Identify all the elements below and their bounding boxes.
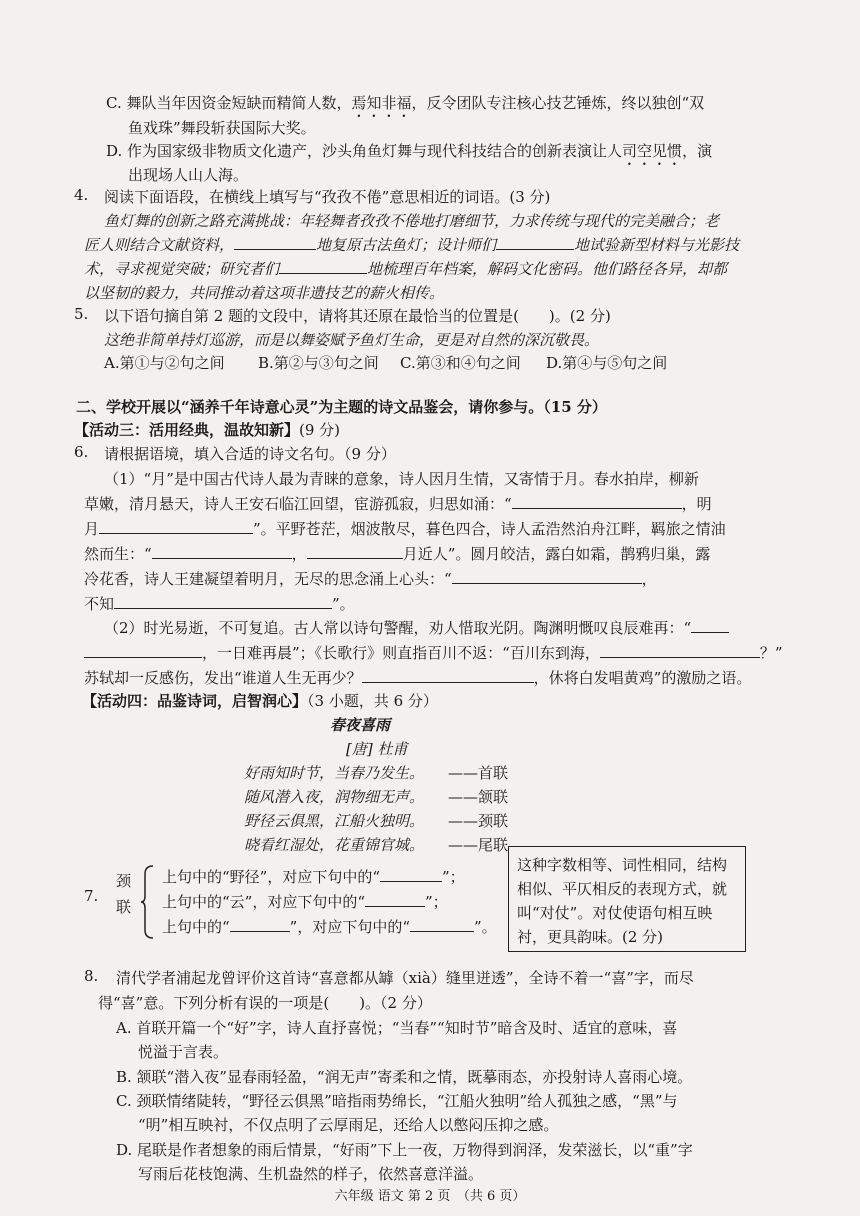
q7-side-label-1: 颈 bbox=[116, 872, 132, 890]
q6-text: 冷花香，诗人王建凝望着明月，无尽的思念涌上心头：“ bbox=[84, 570, 452, 588]
q5-sentence: 这绝非简单持灯巡游，而是以舞姿赋予鱼灯生命，更是对自然的深沉敬畏。 bbox=[104, 331, 600, 349]
q3-c-dotted: 焉知非福 bbox=[351, 94, 412, 112]
q7-explanation-text: 这种字数相等、词性相同，结构相似、平仄相反的表现方式，就叫“对仗”。对仗使语句相互映衬，更具韵味。(2 分) bbox=[517, 856, 728, 946]
poem-line-4: 晓看红湿处，花重锦官城。 bbox=[244, 836, 425, 854]
q6-blank-5[interactable] bbox=[452, 569, 642, 584]
poem-title: 春夜喜雨 bbox=[330, 716, 391, 734]
q6-text: 草嫩，清月悬天，诗人王安石临江回望，宦游孤寂，归思如涌：“ bbox=[84, 495, 512, 513]
q6-blank-3[interactable] bbox=[152, 544, 292, 559]
q8-option-d-line2: 写雨后花枝饱满、生机盎然的样子，依然喜意洋溢。 bbox=[138, 1165, 484, 1183]
q6-blank-7a[interactable] bbox=[691, 618, 729, 633]
q6-text: ？” bbox=[759, 644, 783, 662]
poem-line-3: 野径云俱黑，江船火独明。 bbox=[244, 812, 425, 830]
activity3-heading bbox=[74, 419, 340, 440]
poem-line-2: 随风潜入夜，润物细无声。 bbox=[244, 788, 425, 806]
q8-option-c-line1[interactable]: C. 颈联情绪陡转，“野径云俱黑”暗指雨势绵长，“江船火独明”给人孤独之感，“黑”与 bbox=[116, 1092, 678, 1110]
q6-text: 不知 bbox=[84, 595, 115, 613]
q4-text: 地复原古法鱼灯；设计师们 bbox=[316, 236, 497, 254]
q6-stem: 请根据语境，填入合适的诗文名句。（9 分） bbox=[104, 445, 396, 463]
poem-label-3: ——颈联 bbox=[448, 812, 509, 830]
poem-line-1: 好雨知时节，当春乃发生。 bbox=[244, 764, 425, 782]
q3-c-text-rest: ，反令团队专注核心技艺锤炼，终以独创“双 bbox=[411, 94, 705, 112]
q6-blank-2[interactable] bbox=[99, 519, 253, 534]
q7-text: 上句中的“云”，对应下句中的“ bbox=[162, 893, 366, 911]
q5-option-d[interactable]: D.第④与⑤句之间 bbox=[546, 354, 668, 372]
q7-text: ”，对应下句中的“ bbox=[289, 918, 411, 936]
q8-stem-line2: 得“喜”意。下列分析有误的一项是( )。（2 分） bbox=[98, 994, 432, 1012]
activity4-title: 【活动四：品鉴诗词，启智润心】 bbox=[82, 692, 308, 710]
page-footer: 六年级 语文 第 2 页 （共 6 页） bbox=[334, 1189, 526, 1204]
q6-p2-line1 bbox=[104, 617, 729, 638]
q7-blank-2[interactable] bbox=[365, 892, 425, 907]
q4-text: 地梳理百年档案，解码文化密码。他们路径各异，却都 bbox=[367, 260, 728, 278]
q6-text: ，明 bbox=[681, 495, 712, 513]
activity4-heading bbox=[82, 690, 438, 711]
q8-option-d-line1[interactable]: D. 尾联是作者想象的雨后情景，“好雨”下上一夜，万物得到润泽，发荣滋长，以“重”字 bbox=[116, 1141, 693, 1159]
q4-blank-2[interactable] bbox=[496, 235, 574, 250]
q8-number: 8. bbox=[84, 967, 99, 985]
section2-title: 二、学校开展以“涵养千年诗意心灵”为主题的诗文品鉴会，请你参与。（15 分） bbox=[76, 398, 607, 416]
q7-side-label-2: 联 bbox=[116, 898, 132, 916]
q4-para-line1: 鱼灯舞的创新之路充满挑战：年轻舞者孜孜不倦地打磨细节，力求传统与现代的完美融合；老 bbox=[104, 212, 720, 230]
q4-para-line2 bbox=[84, 234, 739, 255]
q6-text: 月 bbox=[84, 520, 100, 538]
q3-d-text: D. 作为国家级非物质文化遗产，沙头角鱼灯舞与现代科技结合的创新表演让人 bbox=[106, 142, 623, 160]
q3-d-text-rest: ，演 bbox=[682, 142, 713, 160]
q6-text: ，休将白发唱黄鸡”的激励之语。 bbox=[533, 669, 752, 687]
curly-brace-icon bbox=[141, 864, 155, 940]
q7-text: ”； bbox=[425, 893, 448, 911]
q6-p1-line1: （1）“月”是中国古代诗人最为青睐的意象，诗人因月生情，又寄情于月。春水拍岸，柳新 bbox=[104, 470, 699, 488]
q4-number: 4. bbox=[74, 186, 89, 204]
q6-p1-line5 bbox=[84, 568, 657, 589]
q7-row-3 bbox=[162, 916, 497, 937]
q6-p1-line4 bbox=[84, 543, 710, 564]
q7-blank-4[interactable] bbox=[410, 917, 474, 932]
q6-blank-8[interactable] bbox=[600, 643, 760, 658]
q3-option-d-line2: 出现场人山人海。 bbox=[128, 166, 249, 184]
q6-p1-line3 bbox=[84, 518, 726, 539]
q4-text: 地试验新型材料与光影技 bbox=[574, 236, 740, 254]
q8-option-a-line1[interactable]: A. 首联开篇一个“好”字，诗人直抒喜悦；“当春”“知时节”暗含及时、适宜的意味，喜 bbox=[116, 1019, 678, 1037]
q5-option-b[interactable]: B.第②与③句之间 bbox=[258, 354, 379, 372]
q7-text: ”。 bbox=[474, 918, 497, 936]
q6-blank-9[interactable] bbox=[362, 668, 534, 683]
q6-blank-6[interactable] bbox=[114, 594, 332, 609]
q7-text: ”； bbox=[442, 868, 465, 886]
q6-blank-1[interactable] bbox=[512, 494, 682, 509]
q5-stem: 以下语句摘自第 2 题的文段中，请将其还原在最恰当的位置是( )。(2 分) bbox=[104, 307, 611, 325]
q6-text: ， bbox=[641, 570, 657, 588]
q7-explanation-box bbox=[508, 846, 746, 952]
q4-blank-3[interactable] bbox=[279, 259, 367, 274]
q6-text: ，一日难再晨”；《长歌行》则直指百川不返：“百川东到海， bbox=[202, 644, 600, 662]
q7-text: 上句中的“野径”，对应下句中的“ bbox=[162, 868, 381, 886]
q6-text: 苏轼却一反感伤，发出“谁道人生无再少？ bbox=[84, 669, 362, 687]
q4-para-line3 bbox=[84, 258, 727, 279]
q6-number: 6. bbox=[74, 443, 89, 461]
q8-option-a-line2: 悦溢于言表。 bbox=[138, 1043, 229, 1061]
poem-label-2: ——颔联 bbox=[448, 788, 509, 806]
q6-p2-line3 bbox=[84, 667, 751, 688]
q4-text: 匠人则结合文献资料， bbox=[84, 236, 235, 254]
q5-number: 5. bbox=[74, 305, 89, 323]
q6-text: ”。平野苍茫，烟波散尽，暮色四合，诗人孟浩然泊舟江畔，羁旅之情油 bbox=[253, 520, 726, 538]
q8-option-b[interactable]: B. 颔联“潜入夜”显春雨轻盈，“润无声”寄柔和之情，既摹雨态，亦投射诗人喜雨心境。 bbox=[116, 1068, 693, 1086]
q8-stem-line1: 清代学者浦起龙曾评价这首诗“喜意都从罅（xià）缝里迸透”，全诗不着一“喜”字，而尽 bbox=[116, 969, 694, 987]
activity4-score: （3 小题，共 6 分） bbox=[307, 692, 438, 710]
q6-text: （2）时光易逝，不可复追。古人常以诗句警醒，劝人惜取光阴。陶渊明慨叹良辰难再：“ bbox=[104, 619, 692, 637]
q4-para-line4: 以坚韧的毅力，共同推动着这项非遗技艺的薪火相传。 bbox=[84, 284, 445, 302]
q7-row-1 bbox=[162, 866, 465, 887]
q6-p2-line2 bbox=[84, 642, 783, 663]
q6-text: ， bbox=[291, 545, 307, 563]
q3-option-c-line2: 鱼戏珠”舞段斩获国际大奖。 bbox=[128, 119, 316, 137]
q3-d-dotted: 司空见惯 bbox=[622, 142, 683, 160]
activity3-score: (9 分) bbox=[299, 421, 341, 439]
q5-option-a[interactable]: A.第①与②句之间 bbox=[104, 354, 225, 372]
q4-text: 术，寻求视觉突破；研究者们 bbox=[84, 260, 280, 278]
q6-text: 月近人”。圆月皎洁，露白如霜，鹊鸦归巢，露 bbox=[402, 545, 711, 563]
q6-text: ”。 bbox=[332, 595, 355, 613]
q6-blank-7b[interactable] bbox=[84, 643, 202, 658]
q6-text: 然而生：“ bbox=[84, 545, 152, 563]
q6-p1-line2 bbox=[84, 493, 712, 514]
q7-row-2 bbox=[162, 891, 448, 912]
q7-text: 上句中的“ bbox=[162, 918, 230, 936]
q4-stem: 阅读下面语段，在横线上填写与“孜孜不倦”意思相近的词语。(3 分) bbox=[104, 188, 551, 206]
q8-option-c-line2: “明”相互映衬，不仅点明了云厚雨足，还给人以憋闷压抑之感。 bbox=[138, 1116, 559, 1134]
q7-blank-3[interactable] bbox=[230, 917, 290, 932]
q6-blank-4[interactable] bbox=[307, 544, 403, 559]
q6-p1-line6 bbox=[84, 593, 355, 614]
activity3-title: 【活动三：活用经典，温故知新】 bbox=[74, 421, 300, 439]
q3-c-text: C. 舞队当年因资金短缺而精简人数， bbox=[106, 94, 352, 112]
poem-label-4: ——尾联 bbox=[448, 836, 509, 854]
poem-author: [唐] 杜甫 bbox=[346, 740, 408, 758]
poem-label-1: ——首联 bbox=[448, 764, 509, 782]
q4-blank-1[interactable] bbox=[234, 235, 316, 250]
q5-option-c[interactable]: C.第③和④句之间 bbox=[400, 354, 521, 372]
q7-blank-1[interactable] bbox=[380, 867, 442, 882]
q7-number: 7. bbox=[84, 887, 99, 905]
